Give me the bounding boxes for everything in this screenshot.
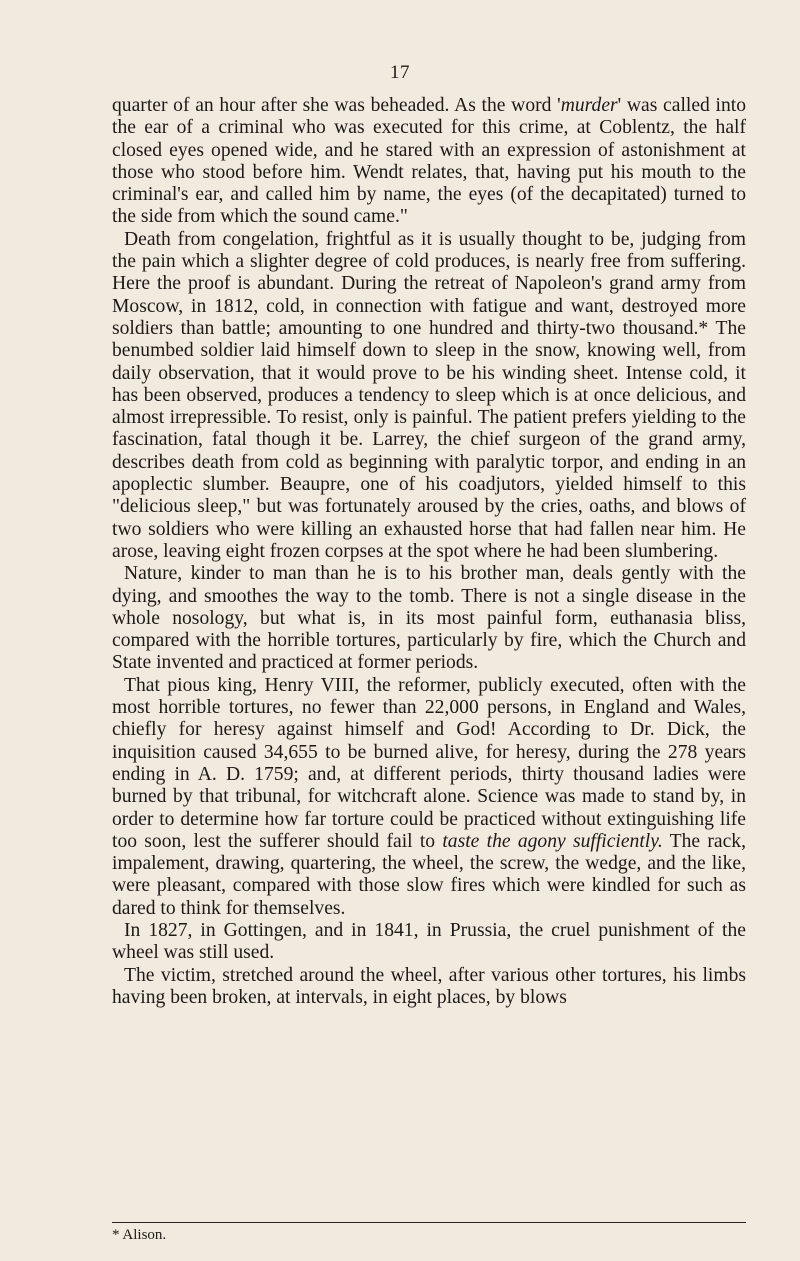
text-run: Death from congelation, frightful as it is usually thought to be, judging from the pain which a slighter degree of cold produces, is nearly free from suffering. Here the proof is abundant. During the retreat of Napoleon's grand army from Moscow, in 1812, cold, in connection with fatigue and want, destroyed more soldiers than battle; amounting to one hundred and thirty-two thousand.* The benumbed soldier laid himself down to sleep in the snow, knowing well, from daily observation, that it would prove to be his winding sheet. Intense cold, it has been observed, produces a tendency to sleep which is at once delicious, and almost irrepressible. To resist, only is painful. The patient prefers yielding to the fascination, fatal though it be. Larrey, the chief surgeon of the grand army, describes death from cold as beginning with paralytic torpor, and ending in an apoplectic slumber. Beaupre, one of his coadjutors, yielded himself to this "delicious sleep," but was fortunately aroused by the cries, oaths, and blows of two soldiers who were killing an exhausted horse that had fallen near him. He arose, leaving eight frozen corpses at the spot where he had been slumbering.: [112, 228, 746, 562]
text-run: The rack, impalement, drawing, quartering, the wheel, the screw, the wedge, and the like, were pleasant, compared with those slow fires which were kindled for such as dared to think for themselves.: [112, 830, 747, 919]
italic-text: taste the agony sufficiently.: [442, 830, 663, 852]
text-run: That pious king, Henry VIII, the reformer, publicly executed, often with the most horrible tortures, no fewer than 22,000 persons, in England and Wales, chiefly for heresy against himself and God! According to Dr. Dick, the inquisition caused 34,655 to be burned alive, for heresy, during the 278 years ending in A. D. 1759; and, at different periods, thirty thousand ladies were burned by that tribunal, for witchcraft alone. Science was made to stand by, in order to determine how far torture could be practiced without extinguishing life too soon, lest the sufferer should fail to: [112, 674, 746, 852]
text-run: In 1827, in Gottingen, and in 1841, in Prussia, the cruel punishment of the wheel was still used.: [112, 919, 746, 964]
footnote-divider: [112, 1222, 746, 1223]
italic-text: murder: [560, 95, 618, 116]
paragraph: [112, 965, 746, 1010]
footnote: * Alison.: [112, 1227, 167, 1243]
page-number: 17: [390, 62, 410, 83]
text-run: ' was called into the ear of a criminal who was executed for this crime, at Coblentz, the half closed eyes opened wide, and he stared with an expression of astonishment at those who stood before him. Wendt relates, that, having put his mouth to the criminal's ear, and called him by name, the eyes (of the decapitated) turned to the side from which the sound came.": [112, 95, 747, 228]
text-run: quarter of an hour after she was beheaded. As the word ': [112, 95, 561, 116]
paragraph: [112, 920, 746, 965]
paragraph: [112, 563, 746, 674]
paragraph: [112, 675, 746, 920]
text-run: The victim, stretched around the wheel, after various other tortures, his limbs having been broken, at intervals, in eight places, by blows: [112, 964, 746, 1008]
text-run: Nature, kinder to man than he is to his brother man, deals gently with the dying, and smoothes the way to the tomb. There is not a single disease in the whole nosology, but what is, in its most painful form, euthanasia bliss, compared with the horrible tortures, particularly by fire, which the Church and State invented and practiced at former periods.: [112, 563, 746, 674]
body-text: [112, 95, 746, 1009]
paragraph: [112, 229, 746, 563]
paragraph: [112, 95, 746, 229]
